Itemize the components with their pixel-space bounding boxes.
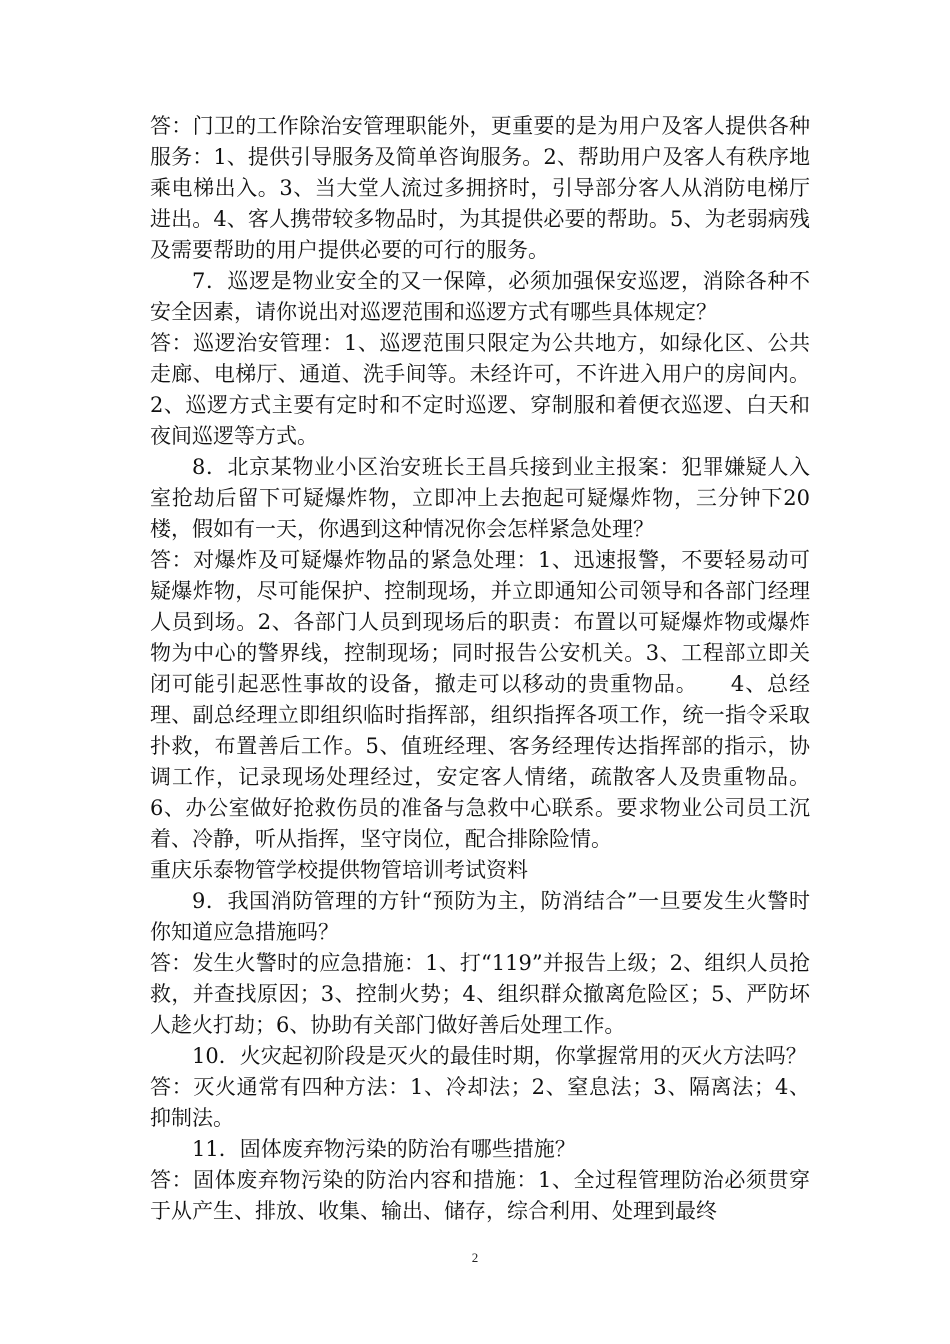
- answer-paragraph: 答：对爆炸及可疑爆炸物品的紧急处理：1、迅速报警，不要轻易动可疑爆炸物，尽可能保护、控制现场，并立即通知公司领导和各部门经理人员到场。2、各部门人员到现场后的职责：布置以可疑爆炸物或爆炸物为中心的警界线，控制现场；同时报告公安机关。3、工程部立即关闭可能引起恶性事故的设备，撤走可以移动的贵重物品。 4、总经理、副总经理立即组织临时指挥部，组织指挥各项工作，统一指令采取扑救，布置善后工作。5、值班经理、客务经理传达指挥部的指示，协调工作，记录现场处理经过，安定客人情绪，疏散客人及贵重物品。6、办公室做好抢救伤员的准备与急救中心联系。要求物业公司员工沉着、冷静，听从指挥，坚守岗位，配合排除险情。: [150, 548, 810, 851]
- question-paragraph: 7．巡逻是物业安全的又一保障，必须加强保安巡逻，消除各种不安全因素，请你说出对巡逻范围和巡逻方式有哪些具体规定？: [150, 269, 810, 324]
- document-body: [150, 111, 810, 1227]
- page-number: 2: [471, 1250, 479, 1265]
- question-paragraph: 9．我国消防管理的方针“预防为主，防消结合”一旦要发生火警时你知道应急措施吗？: [150, 889, 810, 944]
- answer-paragraph: 答：发生火警时的应急措施：1、打“119”并报告上级；2、组织人员抢救，并查找原因；3、控制火势；4、组织群众撤离危险区；5、严防坏人趁火打劫；6、协助有关部门做好善后处理工作。: [150, 951, 810, 1037]
- answer-paragraph: 答：固体废弃物污染的防治内容和措施：1、全过程管理防治必须贯穿于从产生、排放、收集、输出、储存，综合利用、处理到最终: [150, 1168, 810, 1223]
- answer-paragraph: 答：灭火通常有四种方法：1、冷却法；2、窒息法；3、隔离法；4、抑制法。: [150, 1075, 810, 1130]
- source-note: 重庆乐泰物管学校提供物管培训考试资料: [150, 858, 528, 882]
- answer-paragraph: 答：巡逻治安管理：1、巡逻范围只限定为公共地方，如绿化区、公共走廊、电梯厅、通道、洗手间等。未经许可，不许进入用户的房间内。2、巡逻方式主要有定时和不定时巡逻、穿制服和着便衣巡逻、白天和夜间巡逻等方式。: [150, 331, 810, 448]
- question-paragraph: 11．固体废弃物污染的防治有哪些措施？: [192, 1137, 576, 1161]
- question-paragraph: 10．火灾起初阶段是灭火的最佳时期，你掌握常用的灭火方法吗？: [192, 1044, 807, 1068]
- question-paragraph: 8．北京某物业小区治安班长王昌兵接到业主报案：犯罪嫌疑人入室抢劫后留下可疑爆炸物，立即冲上去抱起可疑爆炸物，三分钟下20楼，假如有一天，你遇到这种情况你会怎样紧急处理？: [150, 455, 810, 541]
- answer-paragraph: 答：门卫的工作除治安管理职能外，更重要的是为用户及客人提供各种服务：1、提供引导服务及简单咨询服务。2、帮助用户及客人有秩序地乘电梯出入。3、当大堂人流过多拥挤时，引导部分客人从消防电梯厅进出。4、客人携带较多物品时，为其提供必要的帮助。5、为老弱病残及需要帮助的用户提供必要的可行的服务。: [150, 114, 810, 262]
